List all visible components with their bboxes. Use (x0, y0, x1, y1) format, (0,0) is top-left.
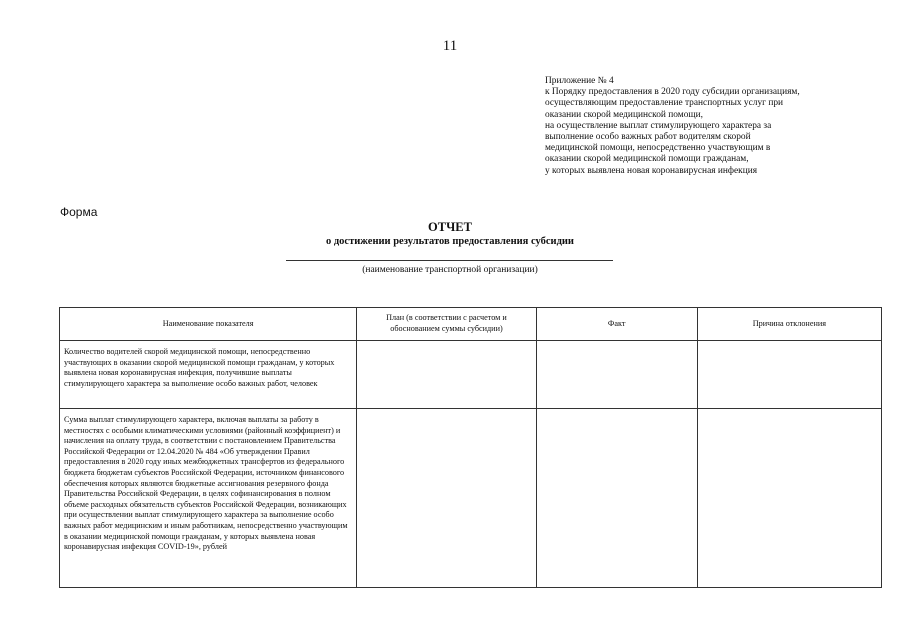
report-title: ОТЧЕТ (428, 220, 472, 234)
appendix-line: на осуществление выплат стимулирующего характера за (545, 120, 772, 131)
header-fact: Факт (536, 308, 697, 341)
fact-cell (536, 341, 697, 409)
indicator-name-cell: Количество водителей скорой медицинской помощи, непосредственно участвующих в оказании скорой медицинской помощи гражданам, у которых выявлена новая коронавирусная инфекция, получившие выплаты стимулирующего характера за выполнение особо важных работ, человек (60, 341, 357, 409)
table-header-row (60, 308, 882, 341)
indicator-name-cell: Сумма выплат стимулирующего характера, включая выплаты за работу в местностях с особыми климатическими условиями (районный коэффициент) и начисления на оплату труда, в соответствии с постановлением Правительства Российской Федерации от 12.04.2020 № 484 «Об утверждении Правил предоставления в 2020 году иных межбюджетных трансфертов из федерального бюджета бюджетам субъектов Российской Федерации, источником финансового обеспечения которых являются бюджетные ассигнования резервного фонда Правительства Российской Федерации, в целях софинансирования в полном объеме расходных обязательств субъектов Российской Федерации, возникающих при осуществлении выплат стимулирующего характера за выполнение особо важных работ медицинским и иным работникам, непосредственно участвующим в оказании медицинской помощи гражданам, у которых выявлена новая коронавирусная инфекция COVID-19», рублей (60, 409, 357, 588)
table-row (60, 409, 882, 588)
reason-cell (697, 409, 881, 588)
indicators-table (59, 307, 882, 588)
page-number: 11 (442, 38, 458, 54)
appendix-line: у которых выявлена новая коронавирусная инфекция (545, 165, 758, 176)
reason-cell (697, 341, 881, 409)
appendix-line: к Порядку предоставления в 2020 году субсидии организациям, (545, 87, 800, 98)
form-label: Форма (60, 205, 98, 219)
appendix-line: осуществляющим предоставление транспортных услуг при (545, 98, 784, 109)
appendix-line: выполнение особо важных работ водителям скорой (545, 132, 751, 143)
appendix-line: Приложение № 4 (545, 76, 614, 86)
report-subtitle: о достижении результатов предоставления субсидии (326, 236, 574, 247)
appendix-note (545, 76, 885, 177)
organization-caption: (наименование транспортной организации) (362, 265, 538, 275)
plan-cell (357, 409, 536, 588)
organization-name-line (286, 260, 613, 261)
plan-cell (357, 341, 536, 409)
appendix-line: медицинской помощи, непосредственно участвующим в (545, 143, 771, 154)
header-indicator-name: Наименование показателя (60, 308, 357, 341)
header-plan: План (в соответствии с расчетом и обоснованием суммы субсидии) (357, 308, 536, 341)
header-deviation-reason: Причина отклонения (697, 308, 881, 341)
appendix-line: оказании скорой медицинской помощи, (545, 109, 704, 120)
appendix-line: оказании скорой медицинской помощи гражданам, (545, 154, 749, 165)
fact-cell (536, 409, 697, 588)
table-row (60, 341, 882, 409)
